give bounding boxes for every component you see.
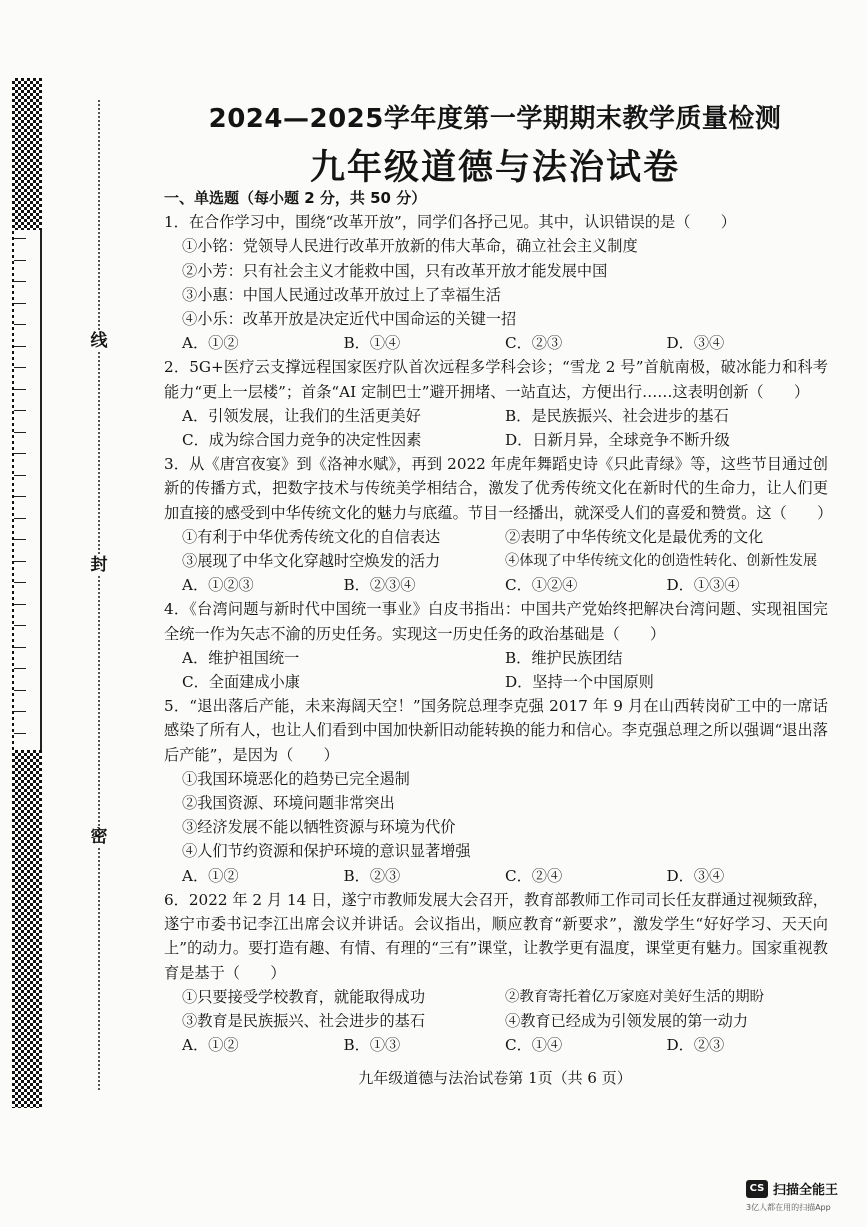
statement-item: ③经济发展不能以牺牲资源与环境为代价 (182, 818, 456, 837)
watermark-app-name: 扫描全能王 (773, 1183, 839, 1198)
statement-items (164, 525, 828, 573)
statement-item: ③小惠：中国人民通过改革开放过上了幸福生活 (182, 285, 501, 304)
choice-c: C．②③ (505, 334, 563, 353)
binding-fill-strip (14, 230, 42, 750)
answer-choices (164, 331, 828, 355)
binding-tick (14, 518, 26, 519)
choice-d: D．①③④ (666, 576, 740, 595)
statement-item: ③展现了中华文化穿越时空焕发的活力 (182, 552, 441, 571)
choice-c: C．①②④ (505, 576, 578, 595)
binding-tick (14, 410, 26, 411)
choice-c: C．①④ (505, 1036, 563, 1055)
choice-d: D．②③ (666, 1036, 725, 1055)
binding-tick (14, 668, 26, 669)
binding-tick (14, 303, 26, 304)
seal-char-seal: 封 (88, 554, 110, 576)
seal-dashed-line (98, 100, 100, 1090)
choice-c: C．②④ (505, 866, 563, 885)
binding-tick (14, 711, 26, 712)
exam-title-line1: 2024—2025学年度第一学期期末教学质量检测 (208, 104, 782, 134)
answer-options (164, 404, 828, 452)
answer-choices (164, 1033, 828, 1057)
choice-a: A．①② (182, 334, 239, 353)
exam-content (164, 186, 833, 1057)
choice-b: B．①③ (343, 1036, 401, 1055)
binding-tick (14, 561, 26, 562)
binding-tick (14, 324, 26, 325)
option-a: A．维护祖国统一 (182, 648, 300, 667)
binding-tick (14, 453, 26, 454)
binding-tick (14, 604, 26, 605)
answer-options (164, 646, 828, 694)
question-6 (164, 888, 828, 1057)
seal-char-tight: 密 (88, 826, 110, 848)
statement-item: ②教育寄托着亿万家庭对美好生活的期盼 (505, 988, 765, 1005)
option-a: A．引领发展，让我们的生活更美好 (182, 406, 421, 425)
binding-tick (14, 367, 26, 368)
binding-tick (14, 260, 26, 261)
choice-a: A．①②③ (182, 576, 254, 595)
exam-title-line2: 九年级道德与法治试卷 (309, 148, 680, 188)
choice-a: A．①② (182, 866, 239, 885)
question-3 (164, 452, 833, 597)
seal-char-line: 线 (88, 330, 110, 352)
answer-choices (164, 573, 828, 597)
cs-logo-icon: CS (746, 1180, 768, 1198)
statement-item: ②我国资源、环境问题非常突出 (182, 794, 395, 813)
option-d: D．日新月异，全球竞争不断升级 (505, 431, 730, 450)
option-d: D．坚持一个中国原则 (505, 673, 654, 692)
binding-tick (14, 625, 26, 626)
choice-b: B．①④ (343, 334, 401, 353)
question-4 (164, 597, 828, 694)
choice-d: D．③④ (666, 334, 725, 353)
question-1 (164, 210, 828, 355)
choice-b: B．②③④ (343, 576, 416, 595)
binding-tick (14, 647, 26, 648)
binding-tick (14, 582, 26, 583)
watermark-tagline: 3亿人都在用的扫描App (746, 1203, 831, 1212)
question-stem: 1．在合作学习中，围绕“改革开放”，同学们各抒己见。其中，认识错误的是（ ） (164, 213, 736, 232)
statement-item: ①只要接受学校教育，就能取得成功 (182, 987, 425, 1006)
question-2 (164, 355, 828, 452)
choice-b: B．②③ (343, 866, 401, 885)
option-b: B．维护民族团结 (505, 648, 623, 667)
binding-tick (14, 389, 26, 390)
statement-item: ①有利于中华优秀传统文化的自信表达 (182, 527, 441, 546)
binding-tick (14, 690, 26, 691)
statement-item: ②小芳：只有社会主义才能救中国，只有改革开放才能发展中国 (182, 261, 608, 280)
choice-a: A．①② (182, 1036, 239, 1055)
page-footer: 九年级道德与法治试卷第 1页（共 6 页） (358, 1069, 632, 1087)
question-5 (164, 694, 828, 888)
question-stem: 3．从《唐宫夜宴》到《洛神水赋》，再到 2022 年虎年舞蹈史诗《只此青绿》等，这些节目通过创新的传播方式，把数字技术与传统美学相结合，激发了优秀传统文化在新时代的生命力，让人们更加直接的感受到中华传统文化的魅力与底蕴。节目一经播出，就深受人们的喜爱和赞赏。这（ ） (164, 455, 833, 522)
scanner-watermark (746, 1178, 864, 1222)
statement-item: ④教育已经成为引领发展的第一动力 (505, 1011, 748, 1030)
question-stem: 2．5G+医疗云支撑远程国家医疗队首次远程多学科会诊；“雪龙 2 号”首航南极，破冰能力和科考能力“更上一层楼”；首条“AI 定制巴士”避开拥堵、一站直达，方便出行……这表明创新（ ） (164, 358, 828, 401)
binding-tick (14, 539, 26, 540)
statement-item: ④体现了中华传统文化的创造性转化、创新性发展 (505, 553, 818, 570)
choice-d: D．③④ (666, 866, 725, 885)
question-stem: 5．“退出落后产能，未来海阔天空！”国务院总理李克强 2017 年 9 月在山西转岗矿工中的一席话感染了所有人，也让人们看到中国加快新旧动能转换的能力和信心。李克强总理之所以强调“退出落后产能”，是因为（ ） (164, 697, 828, 764)
binding-tick (14, 733, 26, 734)
binding-tick (14, 238, 26, 239)
binding-tick (14, 475, 26, 476)
statement-item: ①我国环境恶化的趋势已完全遏制 (182, 769, 410, 788)
question-stem: 4．《台湾问题与新时代中国统一事业》白皮书指出：中国共产党始终把解决台湾问题、实现祖国完全统一作为矢志不渝的历史任务。实现这一历史任务的政治基础是（ ） (164, 600, 828, 643)
answer-choices (164, 864, 828, 888)
binding-tick (14, 496, 26, 497)
binding-tick (14, 346, 26, 347)
question-stem: 6．2022 年 2 月 14 日，遂宁市教师发展大会召开，教育部教师工作司司长任友群通过视频致辞，遂宁市委书记李江出席会议并讲话。会议指出，顺应教育“新要求”，激发学生“好好学习、天天向上”的动力。要打造有趣、有情、有理的“三有”课堂，让教学更有温度，课堂更有魅力。国家重视教育是基于（ ） (164, 890, 828, 982)
section-heading: 一、单选题（每小题 2 分，共 50 分） (164, 189, 427, 207)
statement-item: ④小乐：改革开放是决定近代中国命运的关键一招 (182, 310, 517, 329)
binding-tick (14, 432, 26, 433)
statement-items (164, 985, 828, 1033)
option-c: C．成为综合国力竞争的决定性因素 (182, 431, 422, 450)
statement-item: ①小铭：党领导人民进行改革开放新的伟大革命，确立社会主义制度 (182, 237, 638, 256)
binding-tick (14, 281, 26, 282)
option-c: C．全面建成小康 (182, 673, 300, 692)
option-b: B．是民族振兴、社会进步的基石 (505, 406, 729, 425)
statement-item: ②表明了中华传统文化是最优秀的文化 (505, 527, 764, 546)
statement-item: ④人们节约资源和保护环境的意识显著增强 (182, 842, 471, 861)
statement-item: ③教育是民族振兴、社会进步的基石 (182, 1011, 425, 1030)
